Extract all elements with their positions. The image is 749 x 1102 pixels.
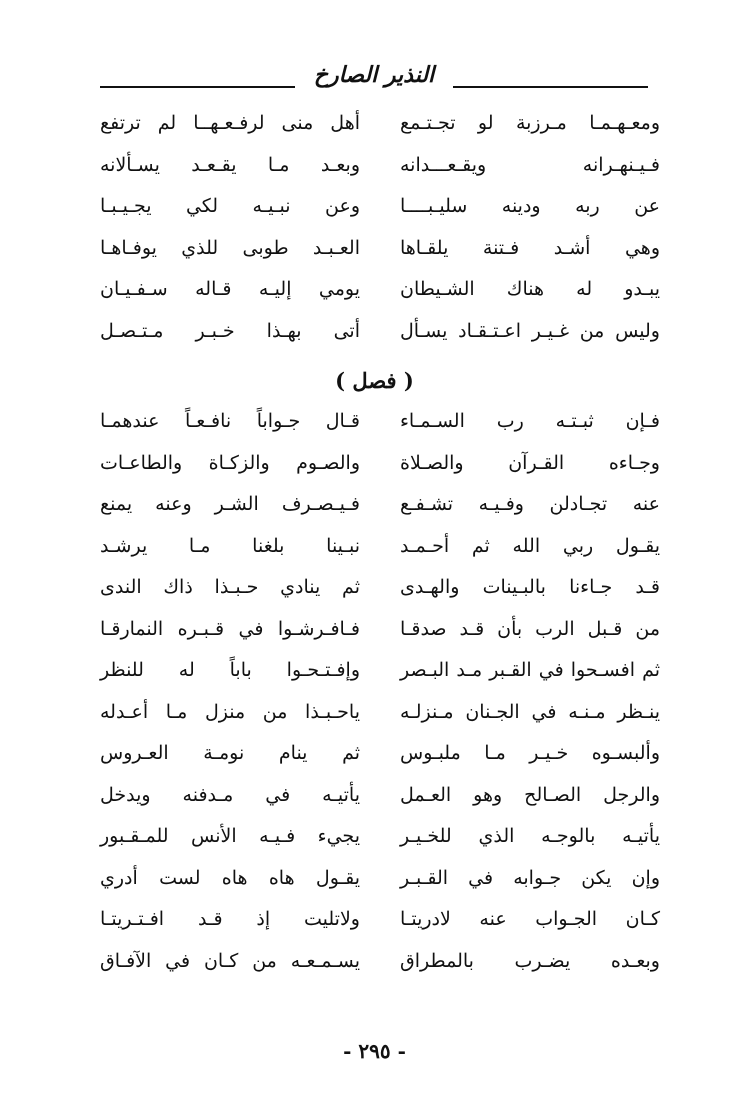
second-hemistich: ثم ينادي حـبـذا ذاك الندى xyxy=(100,576,360,598)
verse-line xyxy=(100,738,660,780)
second-hemistich: يقـول هاه هاه لست أدري xyxy=(100,866,360,889)
second-hemistich: وبعـد مـا يقـعـد يسـألانه xyxy=(100,153,360,176)
first-hemistich: عن ربه ودينه سليـبــــا xyxy=(400,195,660,217)
verse-line xyxy=(100,531,660,573)
second-hemistich: وعن نبـيـه لكي يجـيـبـا xyxy=(100,195,360,217)
verse-line xyxy=(100,448,660,490)
verse-line xyxy=(100,614,660,656)
verse-line xyxy=(100,821,660,863)
first-hemistich: فـيـنهـرانه ويقـعـــدانه xyxy=(400,153,660,176)
first-hemistich: فـإن ثبـتـه رب السـمـاء xyxy=(400,410,660,432)
second-hemistich: والصـوم والزكـاة والطاعـات xyxy=(100,451,360,474)
second-hemistich: ياحـبـذا من منزل مـا أعـدله xyxy=(100,700,360,723)
first-hemistich: وليس من غـيـر اعـتـقـاد يسـأل xyxy=(400,319,660,342)
first-hemistich: ومعـهـمـا مـرزبة لو تجـتـمع xyxy=(400,112,660,134)
second-hemistich: يسـمـعـه من كـان في الآفـاق xyxy=(100,949,360,972)
second-hemistich: العـبـد طوبى للذي يوفـاهـا xyxy=(100,236,360,259)
first-hemistich: وإن يكن جـوابه في القـبـر xyxy=(400,866,660,889)
verses-block-1 xyxy=(100,108,660,357)
verse-line xyxy=(100,274,660,316)
verse-line xyxy=(100,406,660,448)
second-hemistich: أهل منى لرفـعـهــا لم ترتفع xyxy=(100,112,360,134)
first-hemistich: يبـدو له هناك الشـيطان xyxy=(400,278,660,300)
verse-line xyxy=(100,697,660,739)
second-hemistich: فـيـصـرف الشـر وعنه يمنع xyxy=(100,493,360,515)
first-hemistich: قـد جـاءنا بالبـينات والهـدى xyxy=(400,576,660,598)
second-hemistich: فـافـرشـوا في قـبـره النمارقـا xyxy=(100,617,360,640)
header-rule-left xyxy=(100,86,295,88)
verse-line xyxy=(100,863,660,905)
header-title: النذير الصارخ xyxy=(313,62,435,88)
first-hemistich: وهي أشـد فـتنة يلقـاها xyxy=(400,236,660,259)
verse-line xyxy=(100,150,660,192)
second-hemistich: نبـينا بلغنا مـا يرشـد xyxy=(100,534,360,557)
verse-line xyxy=(100,108,660,150)
second-hemistich: ولاتليت إذ قـد افـتـريتـا xyxy=(100,908,360,930)
second-hemistich: ثم ينام نومـة العـروس xyxy=(100,742,360,764)
first-hemistich: وألبسـوه خـيـر مـا ملبـوس xyxy=(400,742,660,764)
verse-line xyxy=(100,489,660,531)
first-hemistich: ثم افسـحوا في القـبر مـد البـصر xyxy=(400,659,660,681)
verse-line xyxy=(100,904,660,946)
first-hemistich: كـان الجـواب عنه لادريتـا xyxy=(400,908,660,930)
verse-line xyxy=(100,233,660,275)
second-hemistich: قـال جـواباً نافـعـاً عندهمـا xyxy=(100,410,360,432)
first-hemistich: ينـظر مـنـه في الجـنان مـنزلـه xyxy=(400,700,660,723)
verse-line xyxy=(100,572,660,614)
first-hemistich: والرجل الصـالح وهو العـمل xyxy=(400,783,660,806)
first-hemistich: وجـاءه القـرآن والصـلاة xyxy=(400,451,660,474)
first-hemistich: وبعـده يضـرب بالمطراق xyxy=(400,949,660,972)
verse-line xyxy=(100,191,660,233)
first-hemistich: يأتيـه بالوجـه الذي للخـيـر xyxy=(400,825,660,847)
first-hemistich: يقـول ربي الله ثم أحـمـد xyxy=(400,534,660,557)
first-hemistich: من قـبل الرب بأن قـد صدقـا xyxy=(400,617,660,640)
verse-line xyxy=(100,316,660,358)
header-rule-right xyxy=(453,86,648,88)
second-hemistich: يأتيـه في مـدفنه ويدخل xyxy=(100,783,360,806)
verse-line xyxy=(100,946,660,988)
page-number: - ٢٩٥ - xyxy=(343,1039,406,1063)
verse-line xyxy=(100,655,660,697)
second-hemistich: وإفـتـحـوا باباً له للنظر xyxy=(100,659,360,681)
verse-line xyxy=(100,780,660,822)
second-hemistich: أتى بهـذا خـبـر مـتـصـل xyxy=(100,319,360,342)
running-header xyxy=(100,62,648,96)
second-hemistich: يومي إليـه قـاله سـفـيـان xyxy=(100,278,360,300)
section-title: ( فصل ) xyxy=(335,368,414,393)
verses-block-2 xyxy=(100,406,660,987)
first-hemistich: عنه تجـادلن وفـيـه تشـفـع xyxy=(400,493,660,515)
second-hemistich: يجيء فـيـه الأنس للمـقـبور xyxy=(100,825,360,847)
